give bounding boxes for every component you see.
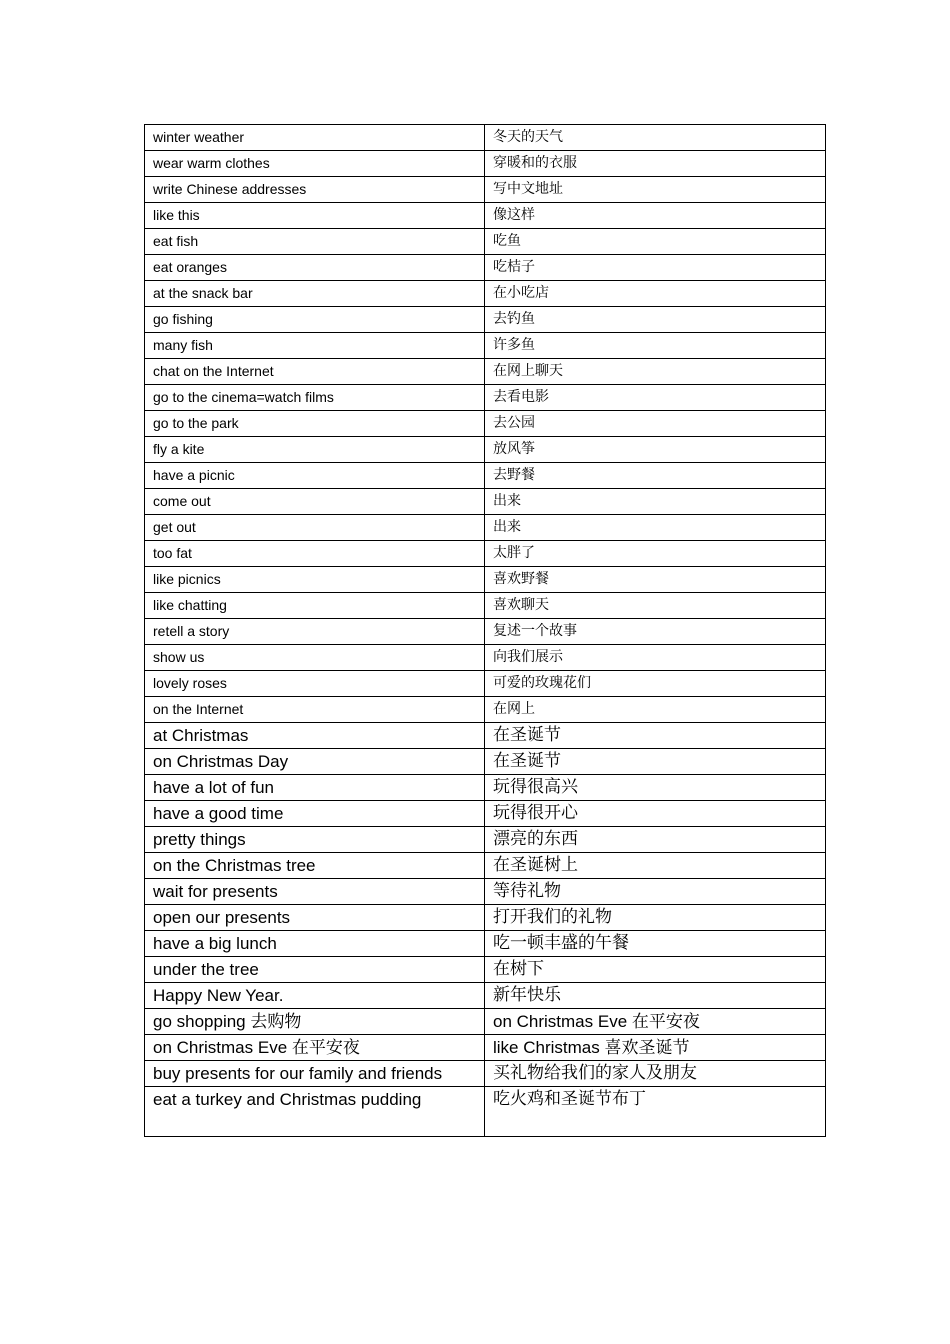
chinese-translation: 去钓鱼 [485,307,826,333]
english-phrase: on Christmas Day [145,749,485,775]
english-phrase: like chatting [145,593,485,619]
vocabulary-table-body [145,125,826,1137]
chinese-translation: 向我们展示 [485,645,826,671]
table-row [145,905,826,931]
english-phrase: retell a story [145,619,485,645]
english-phrase: on the Internet [145,697,485,723]
english-phrase: on Christmas Eve 在平安夜 [145,1035,485,1061]
english-phrase: have a good time [145,801,485,827]
table-row [145,723,826,749]
table-row [145,333,826,359]
english-phrase: many fish [145,333,485,359]
table-row [145,827,826,853]
chinese-translation: 在网上聊天 [485,359,826,385]
english-phrase: have a big lunch [145,931,485,957]
table-row [145,1061,826,1087]
chinese-translation: 买礼物给我们的家人及朋友 [485,1061,826,1087]
chinese-translation: 在小吃店 [485,281,826,307]
english-phrase: eat oranges [145,255,485,281]
chinese-translation: 喜欢野餐 [485,567,826,593]
table-row [145,307,826,333]
chinese-translation: 在圣诞节 [485,723,826,749]
chinese-translation: 漂亮的东西 [485,827,826,853]
chinese-translation: 出来 [485,515,826,541]
chinese-translation: 写中文地址 [485,177,826,203]
chinese-translation: 去野餐 [485,463,826,489]
english-phrase: get out [145,515,485,541]
table-row [145,645,826,671]
table-row [145,281,826,307]
table-row [145,203,826,229]
chinese-translation: 穿暖和的衣服 [485,151,826,177]
chinese-translation: 太胖了 [485,541,826,567]
table-row [145,1009,826,1035]
english-phrase: wear warm clothes [145,151,485,177]
english-phrase: like picnics [145,567,485,593]
chinese-translation: 玩得很高兴 [485,775,826,801]
chinese-translation: 玩得很开心 [485,801,826,827]
table-row [145,125,826,151]
table-row [145,697,826,723]
chinese-translation: 吃桔子 [485,255,826,281]
table-row [145,671,826,697]
table-row [145,385,826,411]
table-row [145,437,826,463]
english-phrase: on the Christmas tree [145,853,485,879]
table-row [145,957,826,983]
table-row [145,567,826,593]
english-phrase: have a lot of fun [145,775,485,801]
chinese-translation: 在树下 [485,957,826,983]
table-row [145,151,826,177]
chinese-translation: 出来 [485,489,826,515]
table-row [145,593,826,619]
english-phrase: fly a kite [145,437,485,463]
english-phrase: open our presents [145,905,485,931]
english-phrase: wait for presents [145,879,485,905]
table-row [145,1087,826,1137]
table-row [145,1035,826,1061]
table-row [145,853,826,879]
chinese-translation: 吃一顿丰盛的午餐 [485,931,826,957]
table-row [145,775,826,801]
english-phrase: go fishing [145,307,485,333]
english-phrase: go to the cinema=watch films [145,385,485,411]
table-row [145,229,826,255]
chinese-translation: 可爱的玫瑰花们 [485,671,826,697]
chinese-translation: 复述一个故事 [485,619,826,645]
table-row [145,177,826,203]
english-phrase: go shopping 去购物 [145,1009,485,1035]
table-row [145,515,826,541]
english-phrase: Happy New Year. [145,983,485,1009]
chinese-translation: 放风筝 [485,437,826,463]
english-phrase: like this [145,203,485,229]
table-row [145,801,826,827]
chinese-translation: 吃火鸡和圣诞节布丁 [485,1087,826,1137]
chinese-translation: 等待礼物 [485,879,826,905]
chinese-translation: 在圣诞树上 [485,853,826,879]
table-row [145,489,826,515]
vocabulary-table [144,124,826,1137]
chinese-translation: 像这样 [485,203,826,229]
chinese-translation: 打开我们的礼物 [485,905,826,931]
table-row [145,749,826,775]
english-phrase: lovely roses [145,671,485,697]
english-phrase: write Chinese addresses [145,177,485,203]
english-phrase: go to the park [145,411,485,437]
chinese-translation: 吃鱼 [485,229,826,255]
english-phrase: buy presents for our family and friends [145,1061,485,1087]
english-phrase: eat fish [145,229,485,255]
english-phrase: under the tree [145,957,485,983]
table-row [145,255,826,281]
english-phrase: winter weather [145,125,485,151]
english-phrase: show us [145,645,485,671]
table-row [145,619,826,645]
table-row [145,983,826,1009]
table-row [145,359,826,385]
english-phrase: chat on the Internet [145,359,485,385]
english-phrase: eat a turkey and Christmas pudding [145,1087,485,1137]
chinese-translation: 许多鱼 [485,333,826,359]
chinese-translation: on Christmas Eve 在平安夜 [485,1009,826,1035]
table-row [145,541,826,567]
english-phrase: at Christmas [145,723,485,749]
chinese-translation: 在圣诞节 [485,749,826,775]
chinese-translation: 去公园 [485,411,826,437]
table-row [145,931,826,957]
table-row [145,411,826,437]
chinese-translation: like Christmas 喜欢圣诞节 [485,1035,826,1061]
table-row [145,879,826,905]
english-phrase: at the snack bar [145,281,485,307]
chinese-translation: 喜欢聊天 [485,593,826,619]
chinese-translation: 新年快乐 [485,983,826,1009]
chinese-translation: 在网上 [485,697,826,723]
english-phrase: have a picnic [145,463,485,489]
english-phrase: too fat [145,541,485,567]
english-phrase: come out [145,489,485,515]
chinese-translation: 冬天的天气 [485,125,826,151]
table-row [145,463,826,489]
chinese-translation: 去看电影 [485,385,826,411]
english-phrase: pretty things [145,827,485,853]
